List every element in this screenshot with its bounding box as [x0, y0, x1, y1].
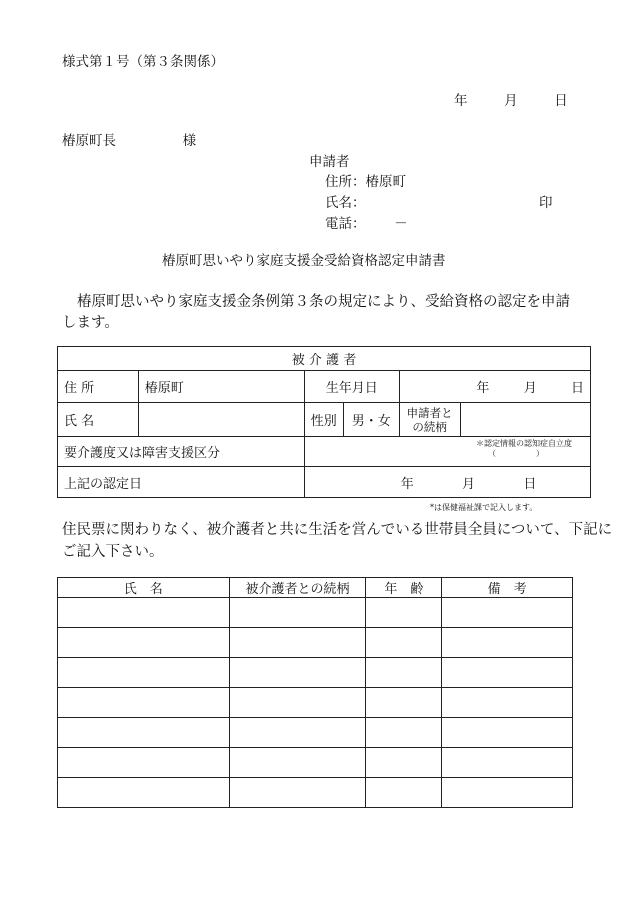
household-name-cell[interactable]: [58, 748, 230, 778]
household-remarks-cell[interactable]: [442, 658, 573, 688]
care-table-header: 被 介 護 者: [58, 347, 591, 371]
date-month: 月: [504, 93, 518, 109]
birth-month: 月: [523, 381, 537, 396]
relation-label: [399, 403, 460, 437]
relation-label-line-1: 申請者と: [406, 405, 453, 420]
household-relation-cell[interactable]: [229, 718, 366, 748]
household-name-cell[interactable]: [58, 718, 230, 748]
cert-date-value[interactable]: [304, 467, 590, 498]
cert-year: 年: [400, 476, 414, 492]
household-remarks-cell[interactable]: [442, 748, 573, 778]
household-rows: [58, 598, 573, 808]
household-relation-cell[interactable]: [229, 748, 366, 778]
household-header-name: 氏 名: [58, 578, 230, 598]
household-table: [57, 577, 573, 808]
applicant-heading: 申請者: [309, 154, 350, 170]
cert-month: 月: [462, 476, 476, 492]
care-receiver-table: [57, 346, 591, 498]
household-age-cell[interactable]: [366, 748, 442, 778]
address-label: 住 所: [58, 371, 139, 403]
household-note-2: ご記入下さい。: [62, 544, 164, 560]
household-age-cell[interactable]: [366, 718, 442, 748]
care-level-value[interactable]: [304, 437, 590, 467]
date-year: 年: [454, 93, 468, 109]
intro-line-1: 椿原町思いやり家庭支援金条例第３条の規定により、受給資格の認定を申請: [77, 294, 570, 310]
household-row: [58, 718, 573, 748]
household-name-cell[interactable]: [58, 628, 230, 658]
name-label: 氏 名: [58, 403, 139, 437]
household-header-age: 年 齢: [366, 578, 442, 598]
care-level-label: 要介護度又は障害支援区分: [58, 437, 305, 467]
name-value[interactable]: [138, 403, 304, 437]
birth-day: 日: [570, 381, 584, 396]
household-age-cell[interactable]: [366, 628, 442, 658]
date-day: 日: [554, 93, 568, 109]
household-relation-cell[interactable]: [229, 628, 366, 658]
household-note-1: 住民票に関わりなく、被介護者と共に生活を営んでいる世帯員全員について、下記に: [62, 522, 613, 538]
seal-mark: 印: [539, 195, 553, 211]
form-number: 様式第１号（第３条関係）: [62, 54, 224, 70]
honorific: 様: [182, 133, 197, 149]
household-age-cell[interactable]: [366, 598, 442, 628]
applicant-name-label: 氏名：: [325, 195, 366, 211]
sex-label: 性別: [304, 403, 343, 437]
birth-year: 年: [476, 381, 490, 396]
applicant-address-value: 椿原町: [365, 174, 406, 190]
household-relation-cell[interactable]: [229, 778, 366, 808]
applicant-phone-dash: －: [394, 216, 408, 232]
relation-value[interactable]: [460, 403, 590, 437]
applicant-address: [325, 170, 406, 190]
household-row: [58, 658, 573, 688]
household-remarks-cell[interactable]: [442, 628, 573, 658]
household-name-cell[interactable]: [58, 658, 230, 688]
household-remarks-cell[interactable]: [442, 688, 573, 718]
care-note-1: ＊認定情報の認知症自立度: [476, 439, 572, 448]
birthdate-label: 生年月日: [304, 371, 399, 403]
household-header-remarks: 備 考: [442, 578, 573, 598]
applicant-phone: [325, 212, 408, 232]
address-value[interactable]: 椿原町: [138, 371, 304, 403]
table-footnote: *は保健福祉課で記入します。: [430, 503, 538, 512]
relation-label-line-2: の続柄: [412, 419, 447, 434]
household-row: [58, 748, 573, 778]
household-remarks-cell[interactable]: [442, 718, 573, 748]
cert-day: 日: [523, 476, 537, 492]
form-title: 椿原町思いやり家庭支援金受給資格認定申請書: [162, 253, 446, 269]
household-age-cell[interactable]: [366, 688, 442, 718]
mayor-title: 椿原町長: [62, 133, 116, 149]
cert-date-label: 上記の認定日: [58, 467, 305, 498]
applicant-phone-label: 電話：: [325, 216, 366, 232]
household-remarks-cell[interactable]: [442, 778, 573, 808]
household-age-cell[interactable]: [366, 778, 442, 808]
date-line: [454, 89, 568, 109]
addressee: [62, 129, 196, 149]
household-row: [58, 688, 573, 718]
household-relation-cell[interactable]: [229, 598, 366, 628]
household-header-relation: 被介護者との続柄: [229, 578, 366, 598]
household-relation-cell[interactable]: [229, 688, 366, 718]
household-row: [58, 598, 573, 628]
care-note-2: （ ）: [488, 449, 544, 458]
household-remarks-cell[interactable]: [442, 598, 573, 628]
household-relation-cell[interactable]: [229, 658, 366, 688]
household-name-cell[interactable]: [58, 598, 230, 628]
household-row: [58, 778, 573, 808]
household-name-cell[interactable]: [58, 688, 230, 718]
household-age-cell[interactable]: [366, 658, 442, 688]
household-name-cell[interactable]: [58, 778, 230, 808]
birthdate-value[interactable]: [399, 371, 590, 403]
household-row: [58, 628, 573, 658]
sex-value[interactable]: 男・女: [343, 403, 399, 437]
applicant-address-label: 住所：: [325, 174, 366, 190]
intro-line-2: します。: [62, 315, 119, 331]
